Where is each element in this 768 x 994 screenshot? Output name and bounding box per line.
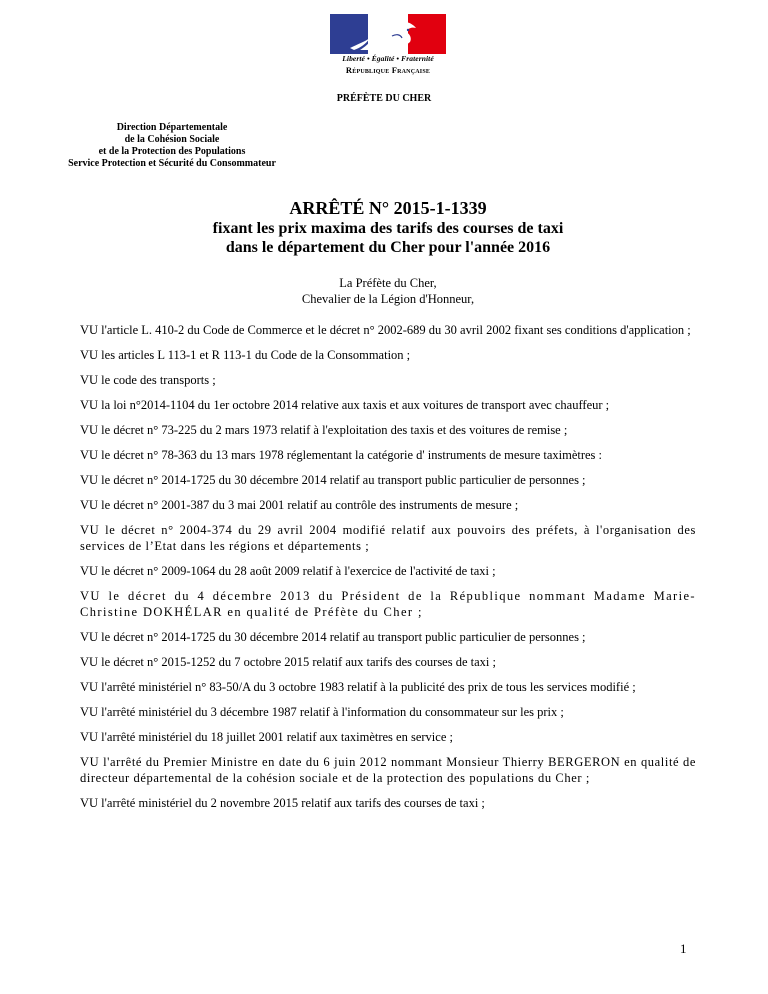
decree-subject-line-1: fixant les prix maxima des tarifs des courses de taxi	[212, 220, 564, 237]
visa-paragraph: VU le décret n° 73-225 du 2 mars 1973 relatif à l'exploitation des taxis et des voitures de remise ;	[80, 423, 568, 437]
visa-paragraph: VU la loi n°2014-1104 du 1er octobre 2014 relative aux taxis et aux voitures de transport avec chauffeur ;	[80, 398, 610, 412]
decree-number: ARRÊTÉ N° 2015-1-1339	[289, 198, 487, 218]
visa-paragraph: VU le décret n° 2014-1725 du 30 décembre 2014 relatif au transport public particulier de personnes ;	[80, 473, 586, 487]
prefecture-title: PRÉFÈTE DU CHER	[336, 93, 432, 104]
visa-paragraph: VU l'article L. 410-2 du Code de Commerce et le décret n° 2002-689 du 30 avril 2002 fixant ses conditions d'application ;	[80, 323, 691, 337]
service-header	[36, 122, 308, 170]
signatory-line-2: Chevalier de la Légion d'Honneur,	[301, 292, 475, 306]
visa-paragraph: VU le décret n° 2014-1725 du 30 décembre 2014 relatif au transport public particulier de personnes ;	[80, 630, 586, 644]
visa-paragraph: VU l'arrêté ministériel n° 83-50/A du 3 octobre 1983 relatif à la publicité des prix de tous les services modifié ;	[80, 680, 636, 694]
service-line: Service Protection et Sécurité du Consommateur	[68, 158, 276, 169]
decree-title	[80, 198, 696, 257]
visa-paragraph: VU le décret n° 2001-387 du 3 mai 2001 relatif au contrôle des instruments de mesure ;	[80, 498, 519, 512]
visas-list	[80, 322, 696, 820]
visa-paragraph: VU le décret n° 2009-1064 du 28 août 2009 relatif à l'exercice de l'activité de taxi ;	[80, 564, 496, 578]
service-line: Direction Départementale	[116, 122, 228, 133]
service-line: et de la Protection des Populations	[98, 146, 246, 157]
republic-motto: Liberté • Égalité • Fraternité	[342, 54, 434, 63]
visa-paragraph: VU l'arrêté ministériel du 3 décembre 1987 relatif à l'information du consommateur sur les prix ;	[80, 705, 564, 719]
signatory-line-1: La Préfète du Cher,	[339, 276, 437, 290]
visa-paragraph: VU l'arrêté du Premier Ministre en date du 6 juin 2012 nommant Monsieur Thierry BERGERON en qualité de directeur départemental de la cohésion sociale et de la protection des populations du Cher ;	[80, 755, 696, 785]
service-line: de la Cohésion Sociale	[124, 134, 220, 145]
visa-paragraph: VU l'arrêté ministériel du 18 juillet 2001 relatif aux taximètres en service ;	[80, 730, 453, 744]
decree-subject-line-2: dans le département du Cher pour l'année 2016	[225, 239, 551, 256]
visa-paragraph: VU le décret n° 2004-374 du 29 avril 2004 modifié relatif aux pouvoirs des préfets, à l'organisation des services de l’Etat dans les régions et départements ;	[80, 523, 696, 553]
visa-paragraph: VU le décret n° 2015-1252 du 7 octobre 2015 relatif aux tarifs des courses de taxi ;	[80, 655, 496, 669]
visa-paragraph: VU le décret n° 78-363 du 13 mars 1978 réglementant la catégorie d' instruments de mesure taximètres :	[80, 448, 603, 462]
visa-paragraph: VU le code des transports ;	[80, 373, 216, 387]
visa-paragraph: VU l'arrêté ministériel du 2 novembre 2015 relatif aux tarifs des courses de taxi ;	[80, 796, 485, 810]
visa-paragraph: VU les articles L 113-1 et R 113-1 du Code de la Consommation ;	[80, 348, 411, 362]
signatory-block	[80, 275, 696, 307]
page-number: 1	[680, 941, 687, 956]
republique-francaise-label: République Française	[345, 65, 431, 75]
visa-paragraph: VU le décret du 4 décembre 2013 du Président de la République nommant Madame Marie-Christine DOKHÉLAR en qualité de Préfète du Cher ;	[80, 589, 696, 619]
